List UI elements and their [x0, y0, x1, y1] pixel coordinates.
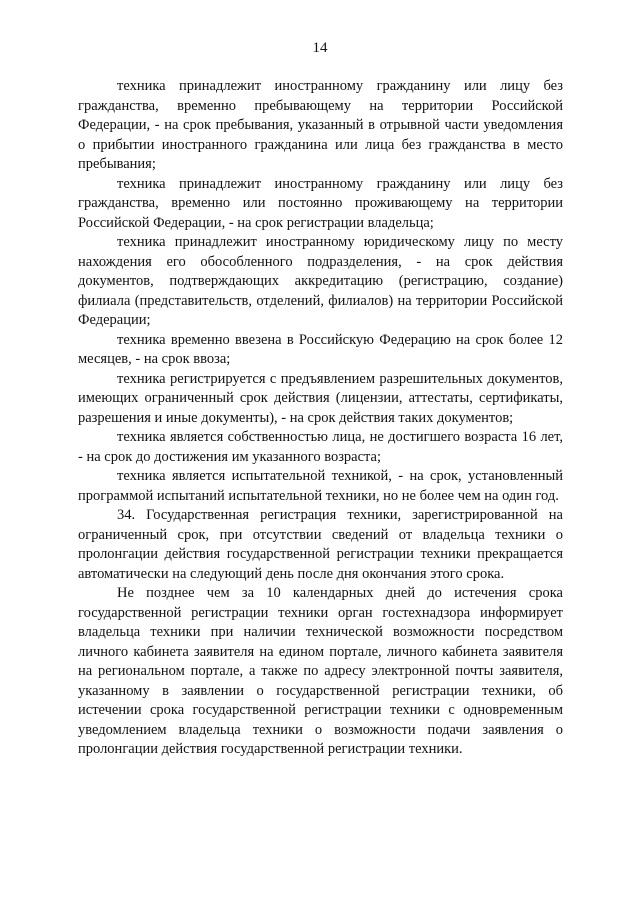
paragraph-foreign-legal-entity: техника принадлежит иностранному юридическому лицу по месту нахождения его обособленного подразделения, - на срок действия документов, подтверждающих аккредитацию (регистрацию, создание) филиала (представительств, отделений, филиалов) на территории Российской Федерации;	[78, 234, 563, 328]
paragraph-permit-documents: техника регистрируется с предъявлением разрешительных документов, имеющих ограниченный срок действия (лицензии, аттестаты, сертификаты, разрешения и иные документы), - на срок действия таких документов;	[78, 370, 563, 426]
paragraph-foreign-citizen-temporary-stay: техника принадлежит иностранному гражданину или лицу без гражданства, временно пребывающему на территории Российской Федерации, - на срок пребывания, указанный в отрывной части уведомления о прибытии иностранного гражданина или лица без гражданства в место пребывания;	[78, 78, 563, 172]
paragraph-minor-owner: техника является собственностью лица, не достигшего возраста 16 лет, - на срок до достижения им указанного возраста;	[78, 429, 563, 465]
paragraph-foreign-citizen-residence: техника принадлежит иностранному гражданину или лицу без гражданства, временно или постоянно проживающему на территории Российской Федерации, - на срок регистрации владельца;	[78, 175, 563, 231]
document-body	[78, 77, 563, 760]
page-number: 14	[312, 40, 328, 56]
paragraph-clause-34: 34. Государственная регистрация техники, зарегистрированной на ограниченный срок, при отсутствии сведений от владельца техники о пролонгации действия государственной регистрации техники прекращается автоматически на следующий день после дня окончания этого срока.	[78, 507, 563, 582]
paragraph-expiry-notification: Не позднее чем за 10 календарных дней до истечения срока государственной регистрации техники орган гостехнадзора информирует владельца техники при наличии технической возможности посредством личного кабинета заявителя на едином портале, личного кабинета заявителя на региональном портале, а также по адресу электронной почты заявителя, указанному в заявлении о государственной регистрации техники, об истечении срока государственной регистрации техники с одновременным уведомлением владельца техники о возможности подачи заявления о пролонгации действия государственной регистрации техники.	[78, 585, 563, 757]
paragraph-temporary-import: техника временно ввезена в Российскую Федерацию на срок более 12 месяцев, - на срок ввоза;	[78, 331, 563, 367]
paragraph-test-equipment: техника является испытательной техникой, - на срок, установленный программой испытаний испытательной техники, но не более чем на один год.	[78, 468, 563, 504]
